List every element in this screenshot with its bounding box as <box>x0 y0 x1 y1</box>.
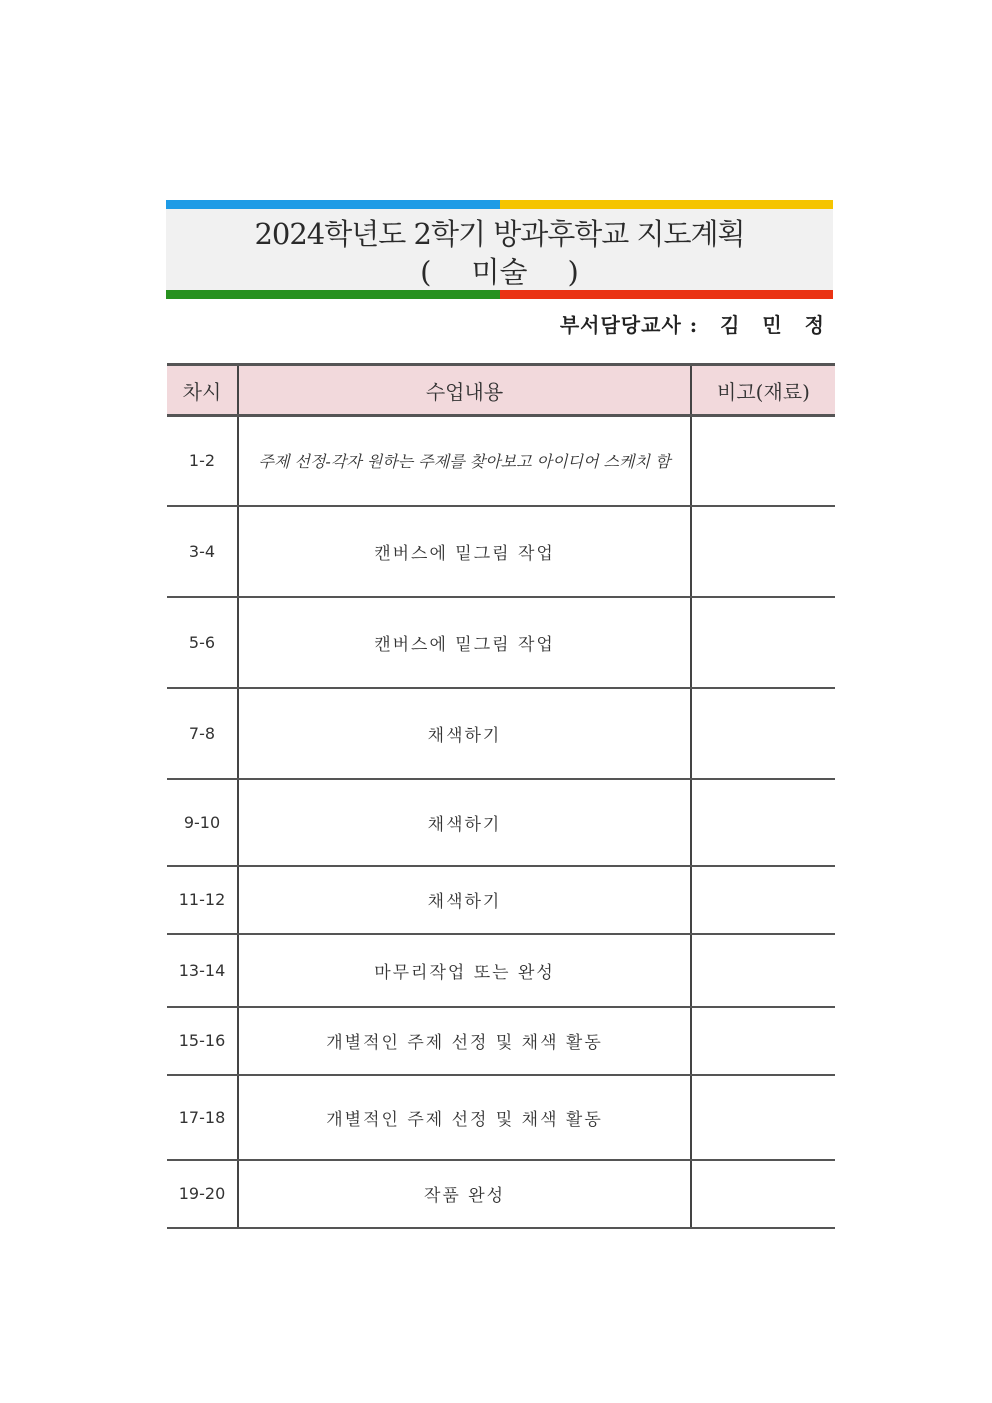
title-block <box>166 200 833 299</box>
content-cell: 마무리작업 또는 완성 <box>238 934 691 1007</box>
session-cell: 3-4 <box>167 506 238 597</box>
teacher-label: 부서담당교사 : <box>559 313 699 337</box>
note-cell <box>691 416 835 506</box>
table-row <box>167 1075 835 1160</box>
content-cell: 채색하기 <box>238 779 691 866</box>
content-cell: 개별적인 주제 선정 및 채색 활동 <box>238 1075 691 1160</box>
table-row <box>167 506 835 597</box>
table-row <box>167 416 835 506</box>
column-header-content: 수업내용 <box>238 365 691 416</box>
session-cell: 17-18 <box>167 1075 238 1160</box>
session-cell: 15-16 <box>167 1007 238 1075</box>
table-row <box>167 597 835 688</box>
teacher-info <box>560 309 832 338</box>
session-cell: 1-2 <box>167 416 238 506</box>
table-row <box>167 1007 835 1075</box>
session-cell: 5-6 <box>167 597 238 688</box>
lesson-plan-table <box>167 363 835 1229</box>
table-row <box>167 866 835 934</box>
accent-bar-yellow <box>500 200 833 209</box>
content-cell: 캔버스에 밑그림 작업 <box>238 597 691 688</box>
table-row <box>167 779 835 866</box>
paren-close: ) <box>567 255 579 289</box>
column-header-note: 비고(재료) <box>691 365 835 416</box>
page-title: 2024학년도 2학기 방과후학교 지도계획 <box>254 217 745 251</box>
session-cell: 19-20 <box>167 1160 238 1228</box>
table-row <box>167 934 835 1007</box>
subject-name: 미술 <box>471 255 528 289</box>
column-header-session: 차시 <box>167 365 238 416</box>
content-cell: 채색하기 <box>238 688 691 779</box>
note-cell <box>691 866 835 934</box>
accent-bar-red <box>500 290 833 299</box>
subject-line <box>166 250 833 291</box>
session-cell: 11-12 <box>167 866 238 934</box>
session-cell: 13-14 <box>167 934 238 1007</box>
session-cell: 9-10 <box>167 779 238 866</box>
session-cell: 7-8 <box>167 688 238 779</box>
note-cell <box>691 1075 835 1160</box>
paren-open: ( <box>420 255 432 289</box>
note-cell <box>691 779 835 866</box>
note-cell <box>691 934 835 1007</box>
accent-bar-green <box>166 290 500 299</box>
content-cell: 작품 완성 <box>238 1160 691 1228</box>
content-cell: 캔버스에 밑그림 작업 <box>238 506 691 597</box>
table-row <box>167 1160 835 1228</box>
note-cell <box>691 1007 835 1075</box>
content-cell: 주제 선정-각자 원하는 주제를 찾아보고 아이디어 스케치 함 <box>238 416 691 506</box>
note-cell <box>691 688 835 779</box>
accent-bar-blue <box>166 200 500 209</box>
table-row <box>167 688 835 779</box>
content-cell: 채색하기 <box>238 866 691 934</box>
table-header-row <box>167 365 835 416</box>
note-cell <box>691 1160 835 1228</box>
note-cell <box>691 506 835 597</box>
note-cell <box>691 597 835 688</box>
content-cell: 개별적인 주제 선정 및 채색 활동 <box>238 1007 691 1075</box>
teacher-name: 김 민 정 <box>720 313 832 337</box>
